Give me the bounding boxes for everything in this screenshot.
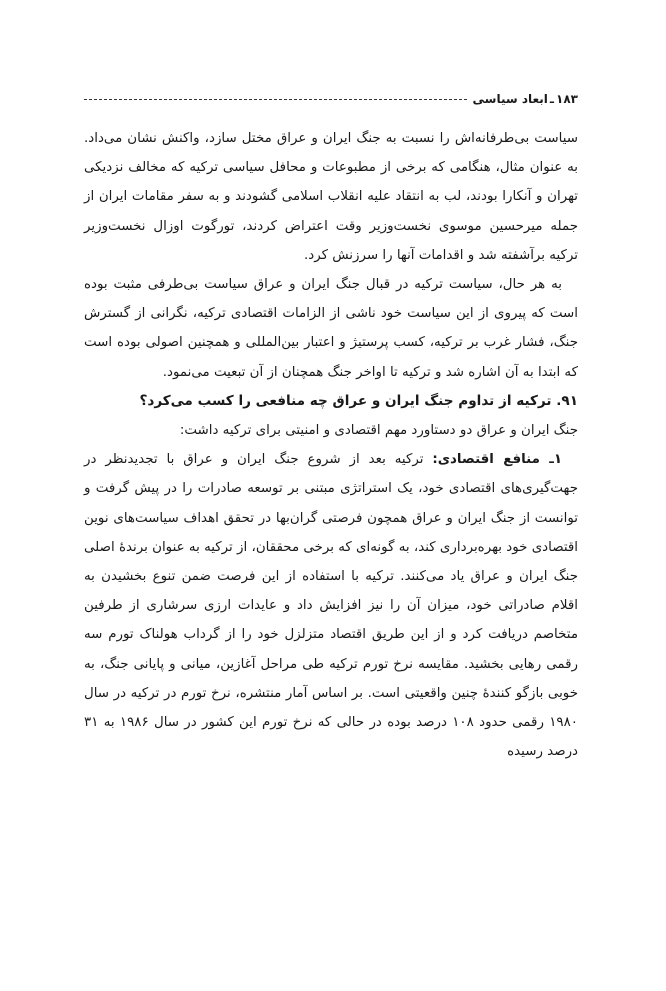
paragraph-4: [84, 445, 578, 766]
paragraph-4-text: ترکیه بعد از شروع جنگ ایران و عراق با تجدیدنظر در جهت‌گیری‌های اقتصادی خود، یک استراتژی مبتنی بر توسعه صادرات را در پیش گرفت و توانست از جنگ ایران و عراق همچون فرصتی گران‌بها در تحقق اهداف سیاست‌های نوین اقتصادی خود بهره‌برداری کند، به گونه‌ای که برخی محققان، از ترکیه به عنوان برندهٔ اصلی جنگ ایران و عراق یاد می‌کنند. ترکیه با استفاده از این فرصت ضمن تنوع بخشیدن به اقلام صادراتی خود، میزان آن را نیز افزایش داد و عایدات ارزی سرشاری از طرفین متخاصم دریافت کرد و از این طریق اقتصاد متزلزل خود را از گرداب هولناک تورم سه رقمی رهایی بخشید. مقایسه نرخ تورم ترکیه طی مراحل آغازین، میانی و پایانی جنگ، به خوبی بازگو کنندهٔ چنین واقعیتی است. بر اساس آمار منتشره، نرخ تورم در ترکیه در سال ۱۹۸۰ رقمی حدود ۱۰۸ درصد بوده در حالی که نرخ تورم این کشور در سال ۱۹۸۶ به ۳۱ درصد رسیده: [84, 452, 578, 760]
page-number: ۱۸۳: [556, 92, 578, 106]
body-text: [84, 124, 578, 766]
running-header: [84, 88, 578, 110]
paragraph-4-label: ۱ـ منافع اقتصادی:: [432, 452, 562, 468]
header-dashed-rule: [84, 99, 467, 100]
book-page: [84, 0, 578, 991]
paragraph-3: جنگ ایران و عراق دو دستاورد مهم اقتصادی و امنیتی برای ترکیه داشت:: [179, 423, 578, 439]
header-title: ابعاد سیاسی: [472, 92, 548, 106]
question-heading: ۹۱. ترکیه از تداوم جنگ ایران و عراق چه منافعی را کسب می‌کرد؟: [139, 392, 578, 409]
paragraph-1: سیاست بی‌طرفانه‌اش را نسبت به جنگ ایران و عراق مختل سازد، واکنش نشان می‌داد. به عنوان مثال، هنگامی که برخی از مطبوعات و محافل سیاسی ترکیه که مخالف نزدیکی تهران و آنکارا بودند، لب به انتقاد علیه انقلاب اسلامی گشودند و به سفر مقامات ایران از جمله میرحسین موسوی نخست‌وزیر وقت اعتراض کردند، تورگوت اوزال نخست‌وزیر ترکیه برآشفته شد و اقدامات آنها را سرزنش کرد.: [84, 131, 578, 263]
paragraph-2: به هر حال، سیاست ترکیه در قبال جنگ ایران و عراق سیاست بی‌طرفی مثبت بوده است که پیروی از این سیاست خود ناشی از الزامات اقتصادی ترکیه، نگرانی از گسترش جنگ، فشار غرب بر ترکیه، کسب پرستیژ و اعتبار بین‌المللی و همچنین اصولی بوده است که ابتدا به آن اشاره شد و ترکیه تا اواخر جنگ همچنان از آن تبعیت می‌نمود.: [84, 277, 578, 380]
header-separator: ـ: [549, 92, 555, 106]
